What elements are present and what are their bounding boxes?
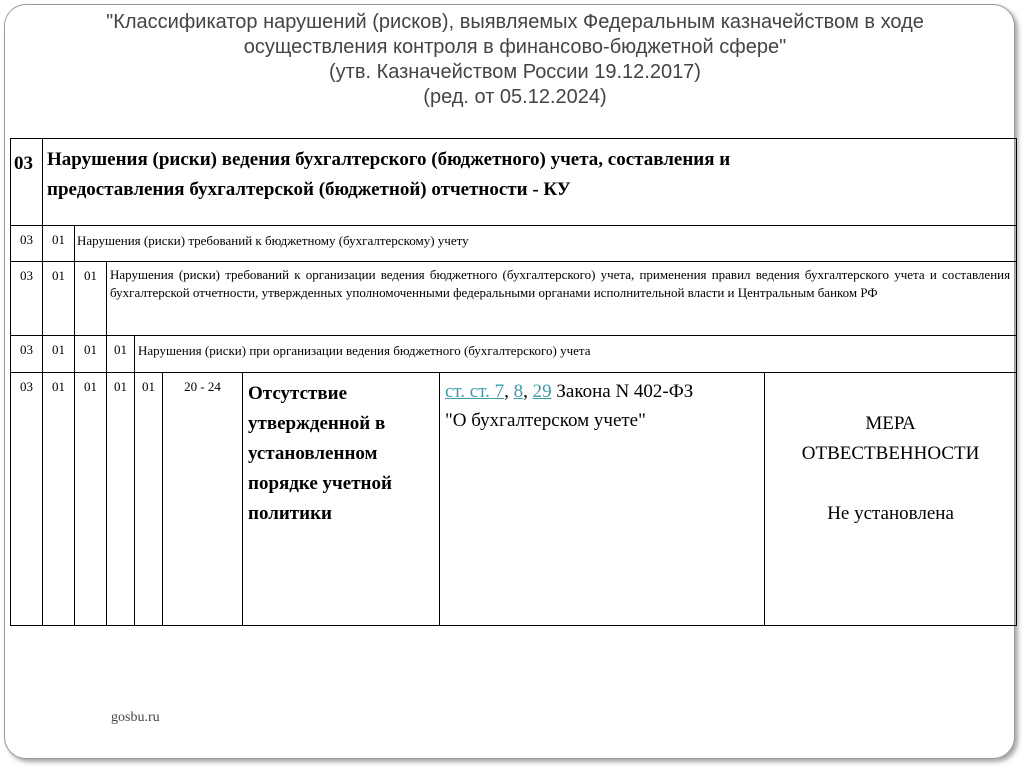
code-cell: 01 xyxy=(75,336,107,373)
law-reference xyxy=(440,373,765,626)
source-footer: gosbu.ru xyxy=(111,710,160,725)
law-title: "О бухгалтерском учете" xyxy=(445,410,646,431)
subgroup-text: Нарушения (риски) при организации ведения бюджетного (бухгалтерского) учета xyxy=(135,336,1017,373)
law-name: Закона N 402-ФЗ xyxy=(551,381,694,402)
heading-line: Нарушения (риски) ведения бухгалтерского (бюджетного) учета, составления и xyxy=(47,149,731,170)
code-cell: 01 xyxy=(43,336,75,373)
table-row xyxy=(11,336,1017,373)
liability-measure xyxy=(765,373,1017,626)
code-cell: 03 xyxy=(11,139,43,226)
title-line: "Классификатор нарушений (рисков), выявляемых Федеральным казначейством в ходе xyxy=(106,11,924,33)
law-link-article-8[interactable]: 8 xyxy=(513,381,524,402)
classifier-table xyxy=(10,138,1017,626)
code-cell: 03 xyxy=(11,226,43,262)
title-line: (утв. Казначейством России 19.12.2017) xyxy=(329,61,701,83)
table-row xyxy=(11,373,1017,626)
title-line: (ред. от 05.12.2024) xyxy=(423,86,607,108)
group-text: Нарушения (риски) требований к организации ведения бюджетного (бухгалтерского) учета, применения правил ведения бухгалтерского учета и составления бухгалтерской отчетности, утвержденных уполномоченными федеральными органами исполнительной власти и Центральным банком РФ xyxy=(107,262,1017,336)
measure-label: ОТВЕСТВЕННОСТИ xyxy=(801,443,980,464)
document-title xyxy=(40,10,990,110)
section-heading xyxy=(43,139,1017,226)
code-cell: 01 xyxy=(43,226,75,262)
violation-text: Отсутствие утвержденной в установленном порядке учетной политики xyxy=(243,373,440,626)
code-cell: 01 xyxy=(43,262,75,336)
code-cell: 03 xyxy=(11,262,43,336)
separator: , xyxy=(523,381,533,402)
subsection-text: Нарушения (риски) требований к бюджетному (бухгалтерскому) учету xyxy=(75,226,1017,262)
heading-line: предоставления бухгалтерской (бюджетной) отчетности - КУ xyxy=(47,179,571,200)
range-cell: 20 - 24 xyxy=(163,373,243,626)
code-cell: 01 xyxy=(43,373,75,626)
code-cell: 01 xyxy=(75,373,107,626)
code-cell: 03 xyxy=(11,373,43,626)
measure-label: МЕРА xyxy=(865,413,916,434)
table-row xyxy=(11,262,1017,336)
code-cell: 01 xyxy=(107,373,135,626)
separator: , xyxy=(504,381,514,402)
code-cell: 01 xyxy=(107,336,135,373)
law-link-article-29[interactable]: 29 xyxy=(532,381,552,402)
measure-value: Не установлена xyxy=(827,503,954,524)
law-link-articles[interactable]: ст. ст. 7 xyxy=(445,381,505,402)
table-row xyxy=(11,139,1017,226)
code-cell: 03 xyxy=(11,336,43,373)
table-row xyxy=(11,226,1017,262)
code-cell: 01 xyxy=(135,373,163,626)
code-cell: 01 xyxy=(75,262,107,336)
title-line: осуществления контроля в финансово-бюджетной сфере" xyxy=(243,36,787,58)
